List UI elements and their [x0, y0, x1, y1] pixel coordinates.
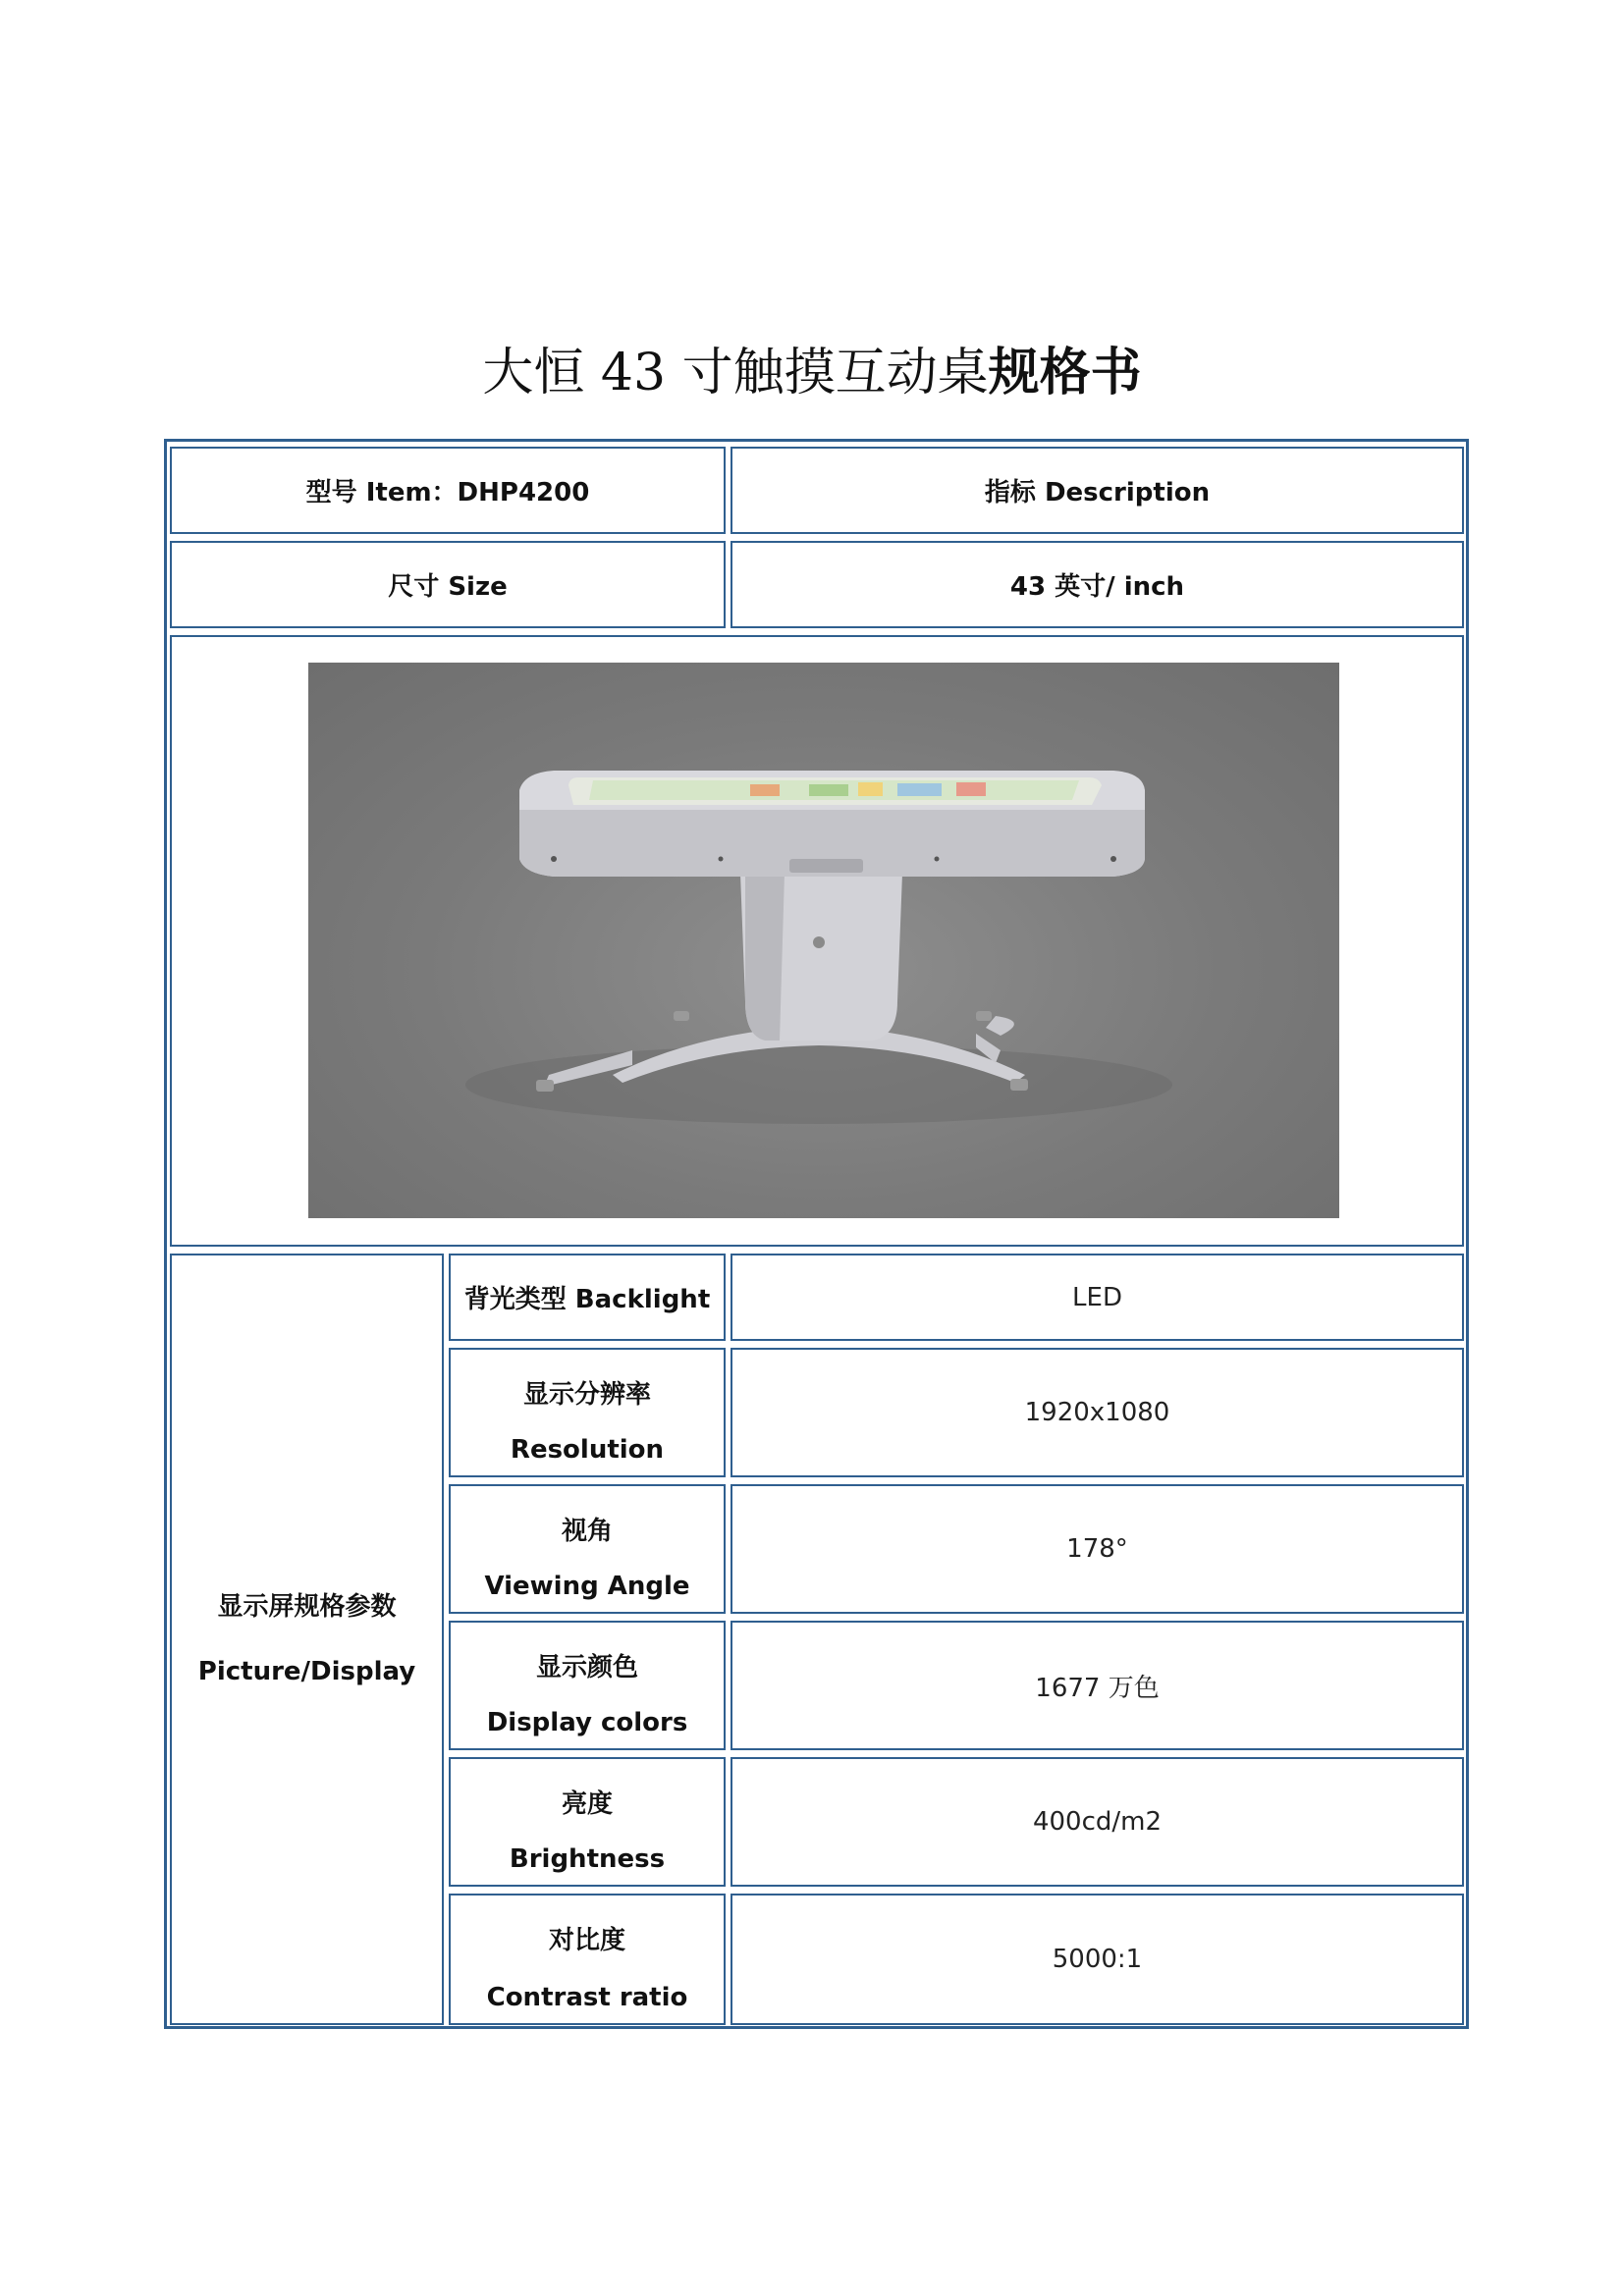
display-colors-label-en: Display colors [486, 1708, 688, 1737]
resolution-value-cell [731, 1348, 1464, 1477]
backlight-value: LED [1072, 1282, 1122, 1312]
title-suffix: 规格书 [988, 344, 1142, 402]
backlight-value-cell [731, 1254, 1464, 1341]
description-label: 指标 Description [984, 478, 1211, 507]
page-title [0, 339, 1624, 407]
resolution-value: 1920x1080 [1024, 1398, 1170, 1427]
touch-table-image [308, 663, 1339, 1218]
resolution-label-cn: 显示分辨率 [522, 1380, 651, 1410]
resolution-label-cell [449, 1348, 726, 1477]
display-category-cell [170, 1254, 444, 2025]
display-category-cn: 显示屏规格参数 [217, 1592, 397, 1622]
contrast-label-en: Contrast ratio [486, 1983, 688, 2012]
contrast-value-cell [731, 1894, 1464, 2025]
brightness-value-cell [731, 1757, 1464, 1887]
item-label: 型号 Item：DHP4200 [305, 478, 590, 507]
brightness-label-cn: 亮度 [561, 1789, 613, 1819]
resolution-label-en: Resolution [510, 1435, 665, 1465]
display-colors-label-cell [449, 1621, 726, 1750]
title-main: 大恒 43 寸触摸互动桌 [482, 344, 989, 402]
brightness-label-cell [449, 1757, 726, 1887]
viewing-angle-label-cn: 视角 [561, 1517, 613, 1546]
viewing-angle-label-en: Viewing Angle [484, 1572, 690, 1601]
backlight-label: 背光类型 Backlight [463, 1285, 711, 1314]
description-header-cell [731, 447, 1464, 534]
display-colors-value-cell [731, 1621, 1464, 1750]
viewing-angle-value-cell [731, 1484, 1464, 1614]
size-label: 尺寸 Size [388, 572, 508, 602]
brightness-value: 400cd/m2 [1032, 1807, 1163, 1837]
display-colors-label-cn: 显示颜色 [535, 1653, 638, 1682]
contrast-label-cn: 对比度 [548, 1926, 625, 1955]
display-category-en: Picture/Display [197, 1657, 416, 1686]
display-colors-value: 1677 万色 [1035, 1673, 1160, 1703]
size-label-cell [170, 541, 726, 628]
item-header-cell [170, 447, 726, 534]
contrast-label-cell [449, 1894, 726, 2025]
viewing-angle-value: 178° [1066, 1534, 1128, 1564]
touch-table-illustration [308, 663, 1339, 1218]
backlight-label-cell [449, 1254, 726, 1341]
contrast-value: 5000:1 [1052, 1945, 1143, 1974]
size-value: 43 英寸/ inch [1009, 572, 1185, 602]
brightness-label-en: Brightness [509, 1844, 666, 1874]
viewing-angle-label-cell [449, 1484, 726, 1614]
size-value-cell [731, 541, 1464, 628]
